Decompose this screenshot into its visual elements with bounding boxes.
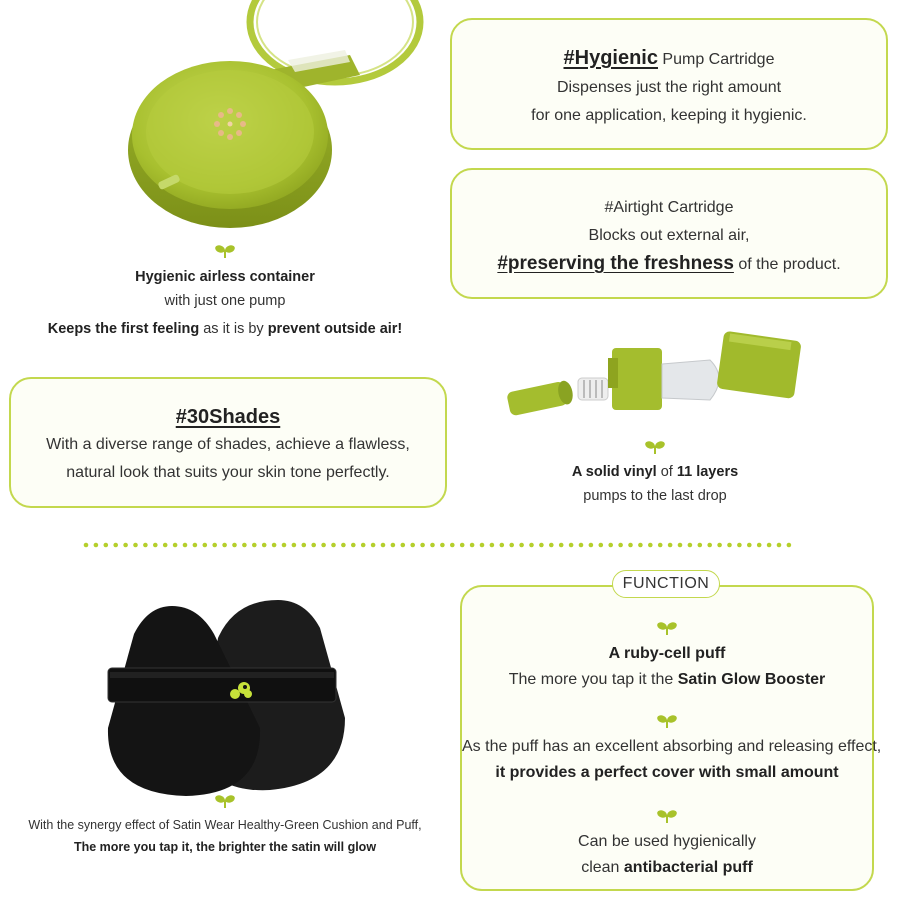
- divider-dot: [113, 543, 118, 548]
- divider-dot: [222, 543, 227, 548]
- divider-dot: [777, 543, 782, 548]
- function-item3-line2: clean antibacterial puff: [581, 859, 753, 876]
- divider-dot: [559, 543, 564, 548]
- divider-dot: [589, 543, 594, 548]
- divider-dot: [717, 543, 722, 548]
- vinyl-caption: [500, 440, 810, 508]
- divider-dot: [133, 543, 138, 548]
- airtight-title: #Airtight Cartridge: [604, 199, 734, 216]
- divider-dot: [549, 543, 554, 548]
- airtight-cartridge-box: [450, 168, 888, 299]
- divider-dot: [173, 543, 178, 548]
- divider-dot: [767, 543, 772, 548]
- divider-dot: [579, 543, 584, 548]
- divider-dot: [539, 543, 544, 548]
- divider-dot: [737, 543, 742, 548]
- divider-dot: [311, 543, 316, 548]
- sprout-icon: [656, 621, 678, 635]
- sprout-icon: [214, 794, 236, 808]
- function-box: [460, 585, 882, 891]
- cushion-compact-image: [120, 0, 440, 240]
- divider-dot: [599, 543, 604, 548]
- divider-dot: [391, 543, 396, 548]
- shades-line-2: With a diverse range of shades, achieve a flawless,: [46, 436, 410, 453]
- function-item1-desc: The more you tap it the Satin Glow Booster: [508, 671, 826, 688]
- function-item-ruby-cell: [462, 621, 872, 693]
- shades-box: [9, 377, 447, 508]
- divider-dot: [727, 543, 732, 548]
- divider-dot: [569, 543, 574, 548]
- divider-dot: [668, 543, 673, 548]
- sprout-icon: [644, 440, 666, 454]
- divider-dot: [450, 543, 455, 548]
- divider-dot: [688, 543, 693, 548]
- divider-dot: [143, 543, 148, 548]
- divider-dot: [420, 543, 425, 548]
- container-tagline: Keeps the first feeling as it is by prevent outside air!: [47, 321, 403, 337]
- divider-dot: [658, 543, 663, 548]
- vinyl-line-2: pumps to the last drop: [583, 488, 727, 504]
- puff-caption-line-2: The more you tap it, the brighter the satin will glow: [73, 840, 377, 854]
- function-item-antibacterial: [462, 809, 872, 881]
- function-item2-line1: As the puff has an excellent absorbing and releasing effect,: [462, 738, 882, 755]
- hygienic-line-3: for one application, keeping it hygienic.: [531, 107, 807, 124]
- hygienic-line-2: Dispenses just the right amount: [556, 79, 782, 96]
- divider-dot: [193, 543, 198, 548]
- divider-dot: [509, 543, 514, 548]
- divider-dot: [529, 543, 534, 548]
- divider-dot: [84, 543, 89, 548]
- divider-dot: [123, 543, 128, 548]
- airtight-line-3: #preserving the freshness of the product.: [497, 253, 841, 274]
- puff-caption-line-1: With the synergy effect of Satin Wear Healthy-Green Cushion and Puff,: [28, 818, 422, 832]
- divider-dot: [470, 543, 475, 548]
- sprout-icon: [656, 714, 678, 728]
- hygienic-title: #Hygienic Pump Cartridge: [563, 47, 775, 69]
- divider-dot: [381, 543, 386, 548]
- divider-dot: [401, 543, 406, 548]
- divider-dot: [628, 543, 633, 548]
- puff-image: [100, 598, 350, 798]
- divider-dot: [648, 543, 653, 548]
- divider-dot: [242, 543, 247, 548]
- divider-dot: [331, 543, 336, 548]
- function-item-absorbing: [462, 714, 882, 786]
- divider-dot: [153, 543, 158, 548]
- airtight-line-2: Blocks out external air,: [588, 227, 750, 244]
- divider-dot: [707, 543, 712, 548]
- sprout-icon: [214, 244, 236, 258]
- sprout-icon: [656, 809, 678, 823]
- divider-dot: [698, 543, 703, 548]
- divider-dot: [410, 543, 415, 548]
- divider-dot: [500, 543, 505, 548]
- divider-dot: [232, 543, 237, 548]
- divider-dot: [302, 543, 307, 548]
- container-caption: [20, 244, 430, 342]
- divider-dot: [519, 543, 524, 548]
- divider-dot: [618, 543, 623, 548]
- dotted-divider: [82, 541, 802, 549]
- shades-title: #30Shades: [175, 406, 281, 428]
- divider-dot: [490, 543, 495, 548]
- divider-dot: [341, 543, 346, 548]
- divider-dot: [282, 543, 287, 548]
- divider-dot: [608, 543, 613, 548]
- function-item2-line2: it provides a perfect cover with small amount: [495, 764, 839, 781]
- divider-dot: [430, 543, 435, 548]
- divider-dot: [212, 543, 217, 548]
- divider-dot: [94, 543, 99, 548]
- cartridge-parts-image: [500, 328, 820, 428]
- container-title: Hygienic airless container: [135, 269, 315, 285]
- divider-dot: [272, 543, 277, 548]
- divider-dot: [262, 543, 267, 548]
- hygienic-pump-box: [450, 18, 888, 150]
- divider-dot: [104, 543, 109, 548]
- divider-dot: [747, 543, 752, 548]
- divider-dot: [361, 543, 366, 548]
- shades-line-3: natural look that suits your skin tone perfectly.: [66, 464, 390, 481]
- divider-dot: [203, 543, 208, 548]
- function-item1-title: A ruby-cell puff: [608, 645, 726, 662]
- divider-dot: [678, 543, 683, 548]
- divider-dot: [440, 543, 445, 548]
- divider-dot: [480, 543, 485, 548]
- divider-dot: [351, 543, 356, 548]
- function-label: FUNCTION: [612, 570, 720, 598]
- divider-dot: [163, 543, 168, 548]
- divider-dot: [183, 543, 188, 548]
- divider-dot: [638, 543, 643, 548]
- divider-dot: [371, 543, 376, 548]
- divider-dot: [292, 543, 297, 548]
- divider-dot: [460, 543, 465, 548]
- puff-caption: [10, 794, 440, 858]
- divider-dot: [787, 543, 792, 548]
- vinyl-line-1: A solid vinyl of 11 layers: [571, 464, 739, 480]
- divider-dot: [252, 543, 257, 548]
- divider-dot: [757, 543, 762, 548]
- divider-dot: [321, 543, 326, 548]
- container-subtitle: with just one pump: [164, 293, 286, 309]
- function-item3-line1: Can be used hygienically: [578, 833, 756, 850]
